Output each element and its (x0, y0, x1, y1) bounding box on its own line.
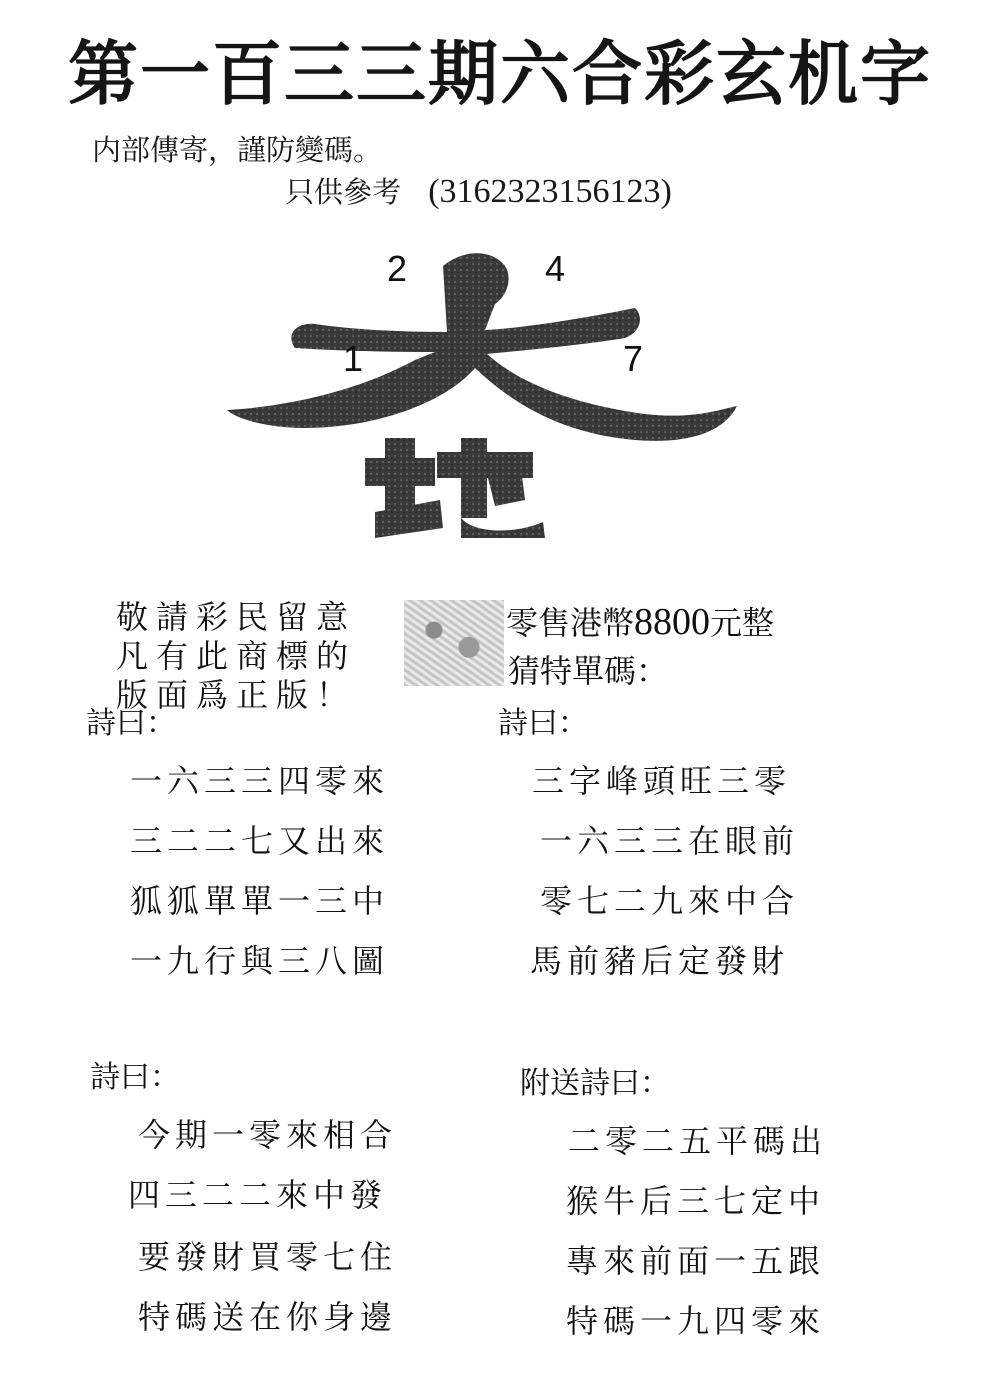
poem-heading: 詩曰： (498, 706, 588, 741)
price-line (506, 598, 774, 644)
poem-line: 猴牛后三七定中 (566, 1182, 826, 1220)
trademark-stamp-icon (404, 600, 504, 686)
poem-line: 特碼一九四零來 (566, 1302, 826, 1340)
poem-line: 狐狐單單一三中 (130, 882, 390, 920)
poem-line: 二零二五平碼出 (568, 1122, 828, 1160)
price-value: 8800 (634, 601, 711, 643)
reference-prefix: 只供參考 (285, 175, 402, 209)
logo-number: 1 (343, 338, 364, 379)
poem-heading: 附送詩曰： (520, 1066, 670, 1101)
logo-number: 4 (545, 248, 566, 289)
poem-line: 三字峰頭旺三零 (532, 762, 792, 800)
internal-notice: 内部傳寄，謹防變碼。 (92, 133, 383, 167)
reference-label (285, 170, 672, 211)
notice-line: 版面爲正版！ (116, 676, 357, 714)
notice-line: 敬請彩民留意 (116, 598, 357, 636)
poem-line: 四三二二來中發 (128, 1176, 388, 1214)
logo-number: 7 (623, 338, 644, 379)
poem-line: 一九行與三八圖 (130, 942, 390, 980)
brand-logo (225, 238, 745, 538)
price-prefix: 零售港幣 (506, 604, 635, 642)
poem-line: 今期一零來相合 (138, 1116, 398, 1154)
poem-line: 專來前面一五跟 (566, 1242, 826, 1280)
notice-line: 凡有此商標的 (116, 637, 357, 675)
poem-line: 三二二七又出來 (130, 822, 390, 860)
reference-code: (3162323156123) (428, 173, 672, 210)
page-title: 第一百三三期六合彩玄机字 (68, 32, 932, 115)
poem-line: 要發財買零七住 (138, 1238, 398, 1276)
poem-line: 一六三三在眼前 (540, 822, 800, 860)
logo-number: 2 (387, 248, 408, 289)
poem-line: 特碼送在你身邊 (138, 1298, 398, 1336)
snake-logo-icon (225, 238, 745, 538)
price-suffix: 元整 (710, 604, 775, 642)
guess-label: 猜特單碼： (508, 652, 669, 690)
poem-heading: 詩曰： (90, 1060, 180, 1095)
poem-line: 一六三三四零來 (130, 762, 390, 800)
poem-line: 馬前豬后定發財 (530, 942, 790, 980)
poem-line: 零七二九來中合 (540, 882, 800, 920)
poem-heading: 詩曰： (86, 706, 176, 741)
